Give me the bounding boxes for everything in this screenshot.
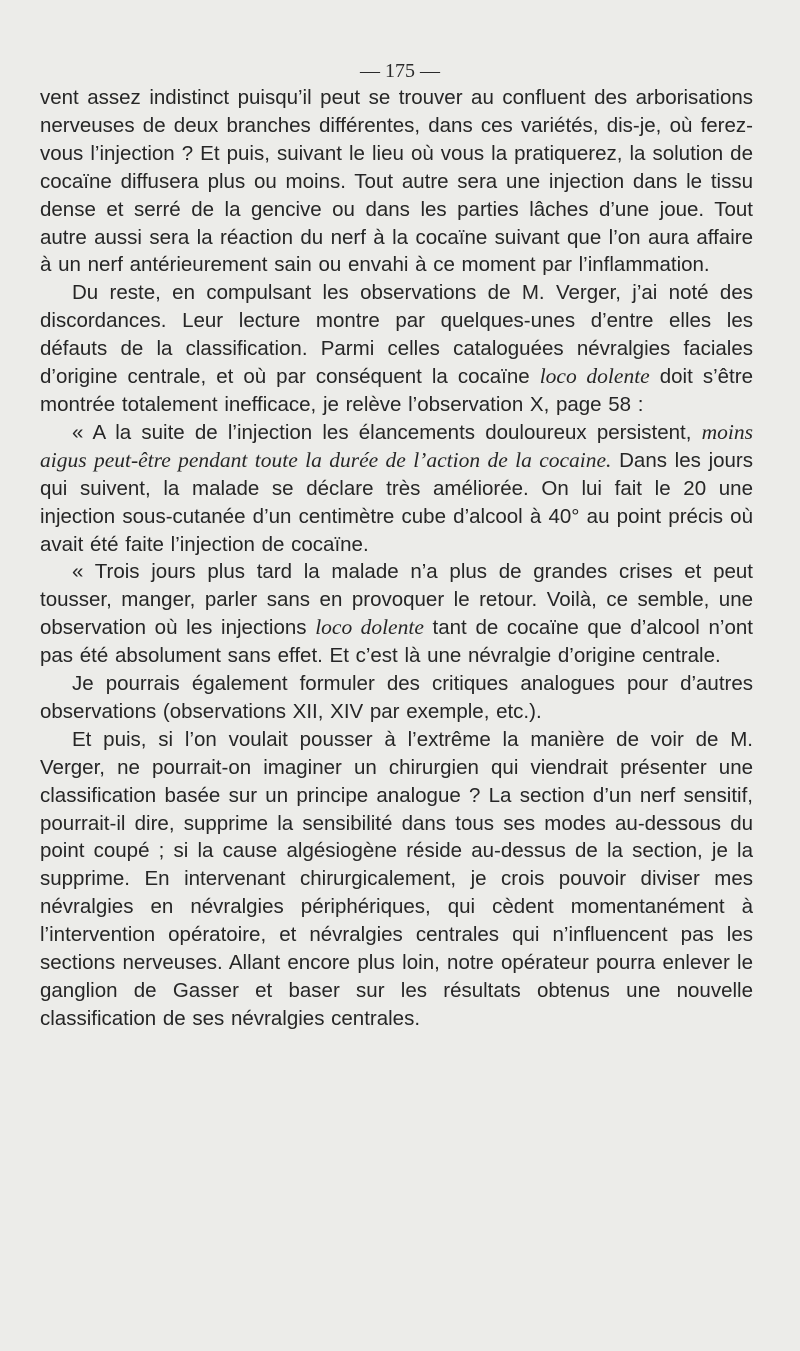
text-segment: « Trois jours plus tard la malade n’a plus de grandes crises et peut tousser, manger, parler sans en provoquer le retour. Voilà, ce semble, une observation où les injections [40,560,753,640]
text-segment: doit s’être montrée totalement inefficace, je relève l’observation X, page 58 : [40,365,753,416]
paragraph-p3 [40,419,753,559]
text-segment: vent assez indistinct puisqu’il peut se trouver au confluent des arborisations nerveuses de deux branches différentes, dans ces variétés, dis-je, où ferez-vous l’injection ? Et puis, suivant le lieu où vous la pratiquerez, la solution de cocaïne diffusera plus ou moins. Tout autre sera une injection dans le tissu dense et serré de la gencive ou dans les parties lâches d’une joue. Tout autre aussi sera la réaction du nerf à la cocaïne suivant que l’on aura affaire à un nerf antérieurement sain ou envahi à ce moment par l’inflammation. [40,86,753,277]
paragraph-p6 [40,726,753,1033]
page-number: — 175 — [360,60,440,82]
paragraph-p2 [40,279,753,419]
paragraph-p5 [40,670,753,726]
italic-text: loco dolente [539,364,650,389]
body-text [40,84,753,1033]
paragraph-p1 [40,84,753,279]
text-segment: tant de cocaïne que d’alcool n’ont pas été absolument sans effet. Et c’est là une névralgie d’origine centrale. [40,616,753,668]
italic-text: loco dolente [315,615,424,640]
text-segment: Et puis, si l’on voulait pousser à l’extrême la manière de voir de M. Verger, ne pourrait-on imaginer un chirurgien qui viendrait présenter une classification basée sur un principe analogue ? La section d’un nerf sensitif, pourrait-il dire, supprime la sensibilité dans tous ses modes au-dessous du point coupé ; si la cause algésiogène réside au-dessus de la section, je la supprime. En intervenant chirurgicalement, je crois pouvoir diviser mes névralgies en névralgies périphériques, qui cèdent momentanément à l’intervention opératoire, et névralgies centrales qui n’influencent pas les sections nerveuses. Allant encore plus loin, notre opérateur pourra enlever le ganglion de Gasser et baser sur les résultats obtenus une nouvelle classification de ses névralgies centrales. [40,727,753,1030]
text-segment: « A la suite de l’injection les élancements douloureux persistent, [72,420,702,444]
italic-text: moins aigus peut-être pendant toute la durée de l’action de la cocaine. [40,419,753,472]
text-segment: Du reste, en compulsant les observations de M. Verger, j’ai noté des discordances. Leur lecture montre par quelques-unes d’entre elles les défauts de la classification. Parmi celles cataloguées névralgies faciales d’origine centrale, et où par conséquent la cocaïne [40,281,753,389]
paragraph-p4 [40,558,753,670]
text-segment: Dans les jours qui suivent, la malade se déclare très améliorée. On lui fait le 20 une injection sous-cutanée d’un centimètre cube d’alcool à 40° au point précis où avait été faite l’injection de cocaïne. [40,448,754,556]
text-segment: Je pourrais également formuler des critiques analogues pour d’autres observations (observations XII, XIV par exemple, etc.). [40,672,753,723]
